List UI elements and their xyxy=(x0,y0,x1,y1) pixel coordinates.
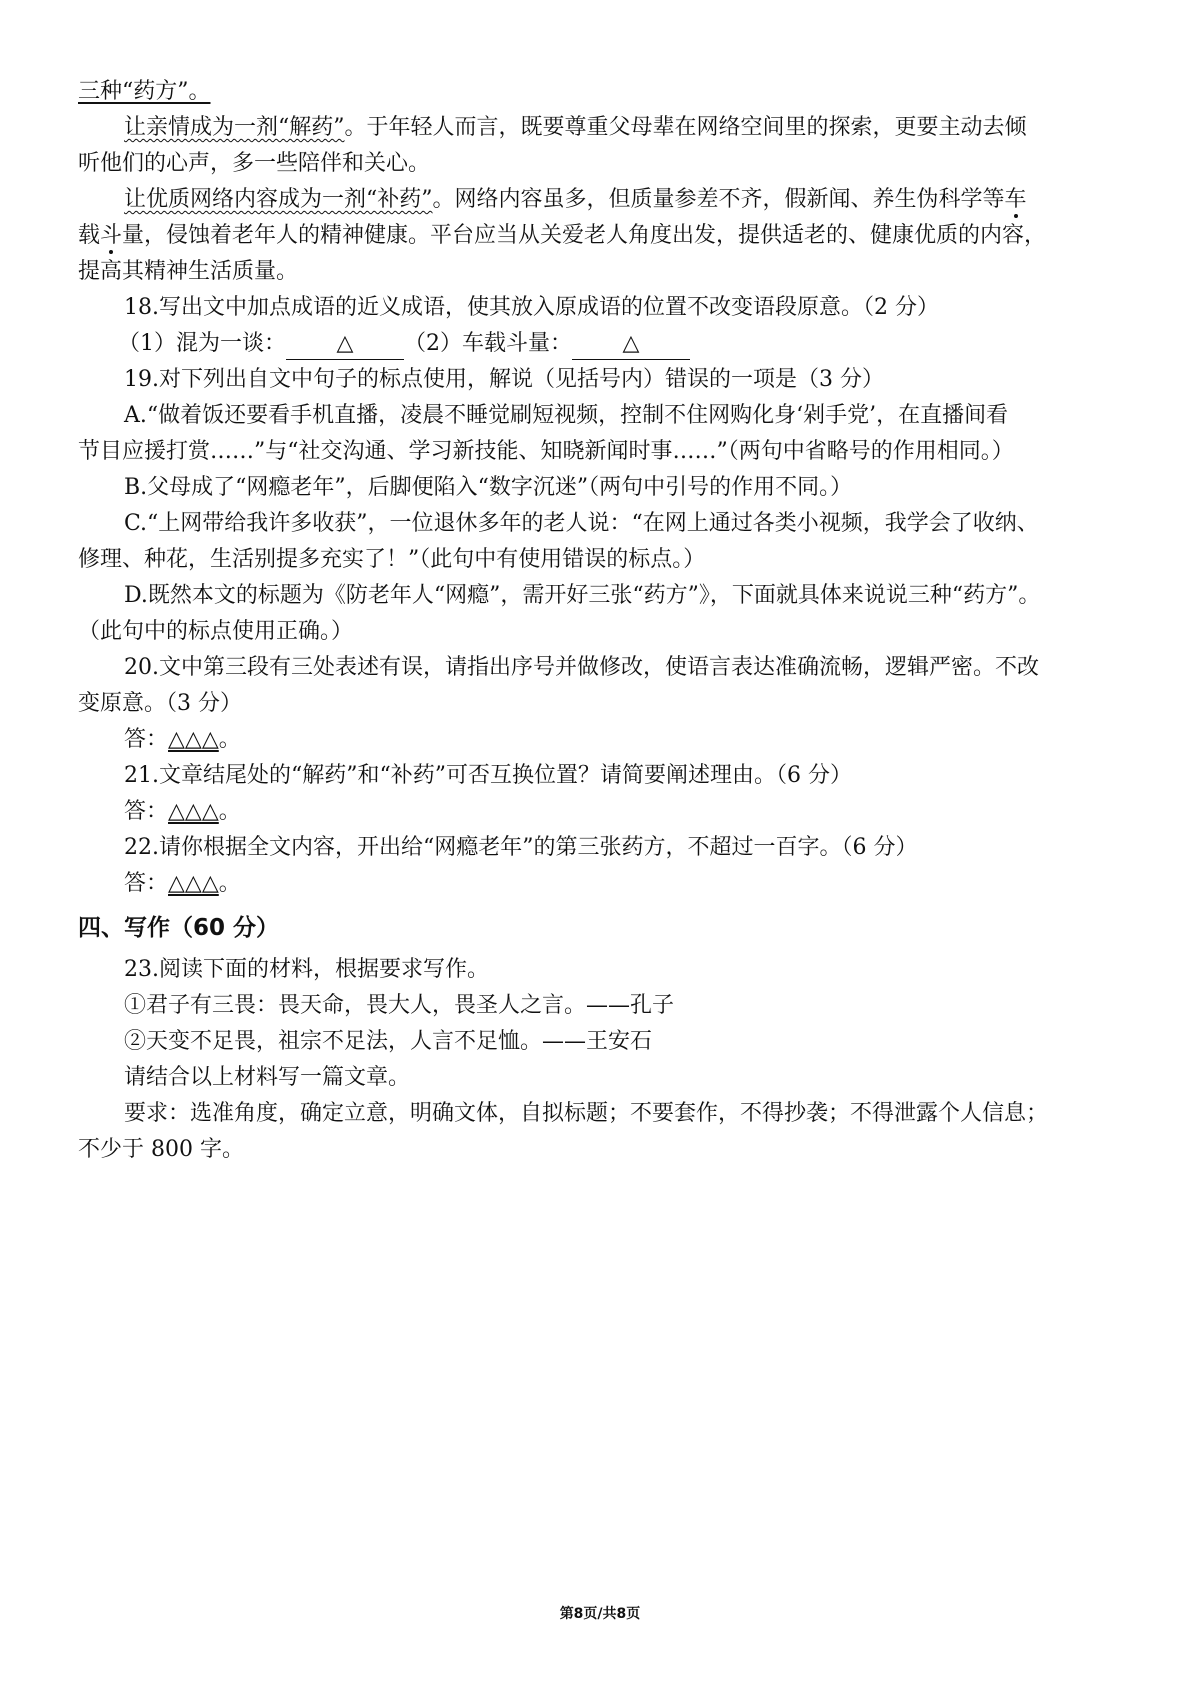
question-22-stem xyxy=(78,830,1134,866)
question-20-text: 20.文中第三段有三处表述有误，请指出序号并做修改，使语言表达准确流畅，逻辑严密。不改 xyxy=(124,655,1039,680)
content-paragraph-line-3 xyxy=(78,254,1134,290)
dotted-idiom xyxy=(78,223,144,248)
question-18-part1-label: （1）混为一谈： xyxy=(118,331,286,356)
family-paragraph-line-2 xyxy=(78,146,1134,182)
option-c-text-cont: 修理、种花，生活别提多充实了！”（此句中有使用错误的标点。） xyxy=(78,547,706,572)
question-18-text: 18.写出文中加点成语的近义成语，使其放入原成语的位置不改变语段原意。（2 分） xyxy=(124,295,939,320)
option-c-text: C.“上网带给我许多收获”，一位退休多年的老人说：“在网上通过各类小视频，我学会了收纳、 xyxy=(124,511,1039,536)
continuation-line xyxy=(78,74,1134,110)
answer-blank-1[interactable]: △ xyxy=(286,329,404,360)
question-20-stem-line-1 xyxy=(78,650,1134,686)
question-21-stem xyxy=(78,758,1134,794)
answer-field[interactable]: △△△ xyxy=(168,871,219,896)
option-d-text: D.既然本文的标题为《防老年人“网瘾”，需开好三张“药方”》，下面就具体来说说三种“药方”。 xyxy=(124,583,1041,608)
option-c-line-1 xyxy=(78,506,1134,542)
content-paragraph-end: 提高其精神生活质量。 xyxy=(78,259,299,284)
question-23-stem xyxy=(78,952,1134,988)
question-18-part2-label: （2）车载斗量： xyxy=(404,331,572,356)
option-a-text: A.“做着饭还要看手机直播，凌晨不睡觉刷短视频，控制不住网购化身‘剁手党’，在直播间看 xyxy=(124,403,1009,428)
answer-end: 。 xyxy=(218,727,241,752)
question-22-answer xyxy=(78,866,1134,902)
option-d-line-2 xyxy=(78,614,1134,650)
material-2 xyxy=(78,1024,1134,1060)
option-d-line-1 xyxy=(78,578,1134,614)
writing-requirements-line-2 xyxy=(78,1132,1134,1168)
answer-end: 。 xyxy=(218,799,241,824)
question-18-stem xyxy=(78,290,1134,326)
family-paragraph-line-1 xyxy=(78,110,1134,146)
answer-end: 。 xyxy=(218,871,241,896)
material-1-text: ①君子有三畏：畏天命，畏大人，畏圣人之言。——孔子 xyxy=(124,993,675,1018)
answer-label: 答： xyxy=(124,871,169,896)
question-19-text: 19.对下列出自文中句子的标点使用，解说（见括号内）错误的一项是（3 分） xyxy=(124,367,884,392)
question-21-text: 21.文章结尾处的“解药”和“补药”可否互换位置？请简要阐述理由。（6 分） xyxy=(124,763,852,788)
option-a-line-2 xyxy=(78,434,1134,470)
writing-requirements-text: 要求：选准角度，确定立意，明确文体，自拟标题；不要套作，不得抄袭；不得泄露个人信息； xyxy=(124,1101,1049,1126)
option-b-text: B.父母成了“网瘾老年”，后脚便陷入“数字沉迷”（两句中引号的作用不同。） xyxy=(124,475,853,500)
option-d-text-cont: （此句中的标点使用正确。） xyxy=(78,619,354,644)
answer-label: 答： xyxy=(124,727,169,752)
question-20-answer xyxy=(78,722,1134,758)
option-b-line xyxy=(78,470,1134,506)
family-paragraph-rest: 。于年轻人而言，既要尊重父母辈在网络空间里的探索，更要主动去倾 xyxy=(344,115,1027,140)
writing-instruction xyxy=(78,1060,1134,1096)
content-paragraph-rest: 。网络内容虽多，但质量参差不齐，假新闻、养生伪科学等 xyxy=(432,187,1005,212)
answer-blank-2[interactable]: △ xyxy=(572,329,690,360)
answer-label: 答： xyxy=(124,799,169,824)
option-a-line-1 xyxy=(78,398,1134,434)
question-20-stem-line-2 xyxy=(78,686,1134,722)
writing-instruction-text: 请结合以上材料写一篇文章。 xyxy=(124,1065,411,1090)
page-number: 第8页/共8页 xyxy=(559,1606,641,1622)
content-lead-sentence: 让优质网络内容成为一剂“补药” xyxy=(124,187,433,212)
exam-page xyxy=(78,74,1134,1168)
dotted-idiom-text: 载斗量 xyxy=(78,223,145,248)
question-18-parts xyxy=(78,326,1134,362)
answer-field[interactable]: △△△ xyxy=(168,727,219,752)
continuation-text: 三种“药方”。 xyxy=(78,79,211,104)
material-2-text: ②天变不足畏，祖宗不足法，人言不足恤。——王安石 xyxy=(124,1029,653,1054)
dotted-idiom-char: 车 xyxy=(1004,187,1027,212)
material-1 xyxy=(78,988,1134,1024)
family-paragraph-text: 听他们的心声，多一些陪伴和关心。 xyxy=(78,151,431,176)
content-paragraph-line-1 xyxy=(78,182,1134,218)
question-19-stem xyxy=(78,362,1134,398)
section-4-title: 四、写作（60 分） xyxy=(78,915,280,941)
answer-field[interactable]: △△△ xyxy=(168,799,219,824)
writing-requirements-text-cont: 不少于 800 字。 xyxy=(78,1137,244,1162)
family-lead-sentence: 让亲情成为一剂“解药” xyxy=(124,115,345,140)
option-a-text-cont: 节目应援打赏……”与“社交沟通、学习新技能、知晓新闻时事……”（两句中省略号的作用相同。） xyxy=(78,439,1014,464)
question-22-text: 22.请你根据全文内容，开出给“网瘾老年”的第三张药方，不超过一百字。（6 分） xyxy=(124,835,918,860)
content-paragraph-line-2 xyxy=(78,218,1134,254)
content-paragraph-text: ，侵蚀着老年人的精神健康。平台应当从关爱老人角度出发，提供适老的、健康优质的内容， xyxy=(144,223,1047,248)
writing-requirements-line-1 xyxy=(78,1096,1134,1132)
question-20-text-cont: 变原意。（3 分） xyxy=(78,691,242,716)
question-21-answer xyxy=(78,794,1134,830)
option-c-line-2 xyxy=(78,542,1134,578)
question-23-text: 23.阅读下面的材料，根据要求写作。 xyxy=(124,957,489,982)
